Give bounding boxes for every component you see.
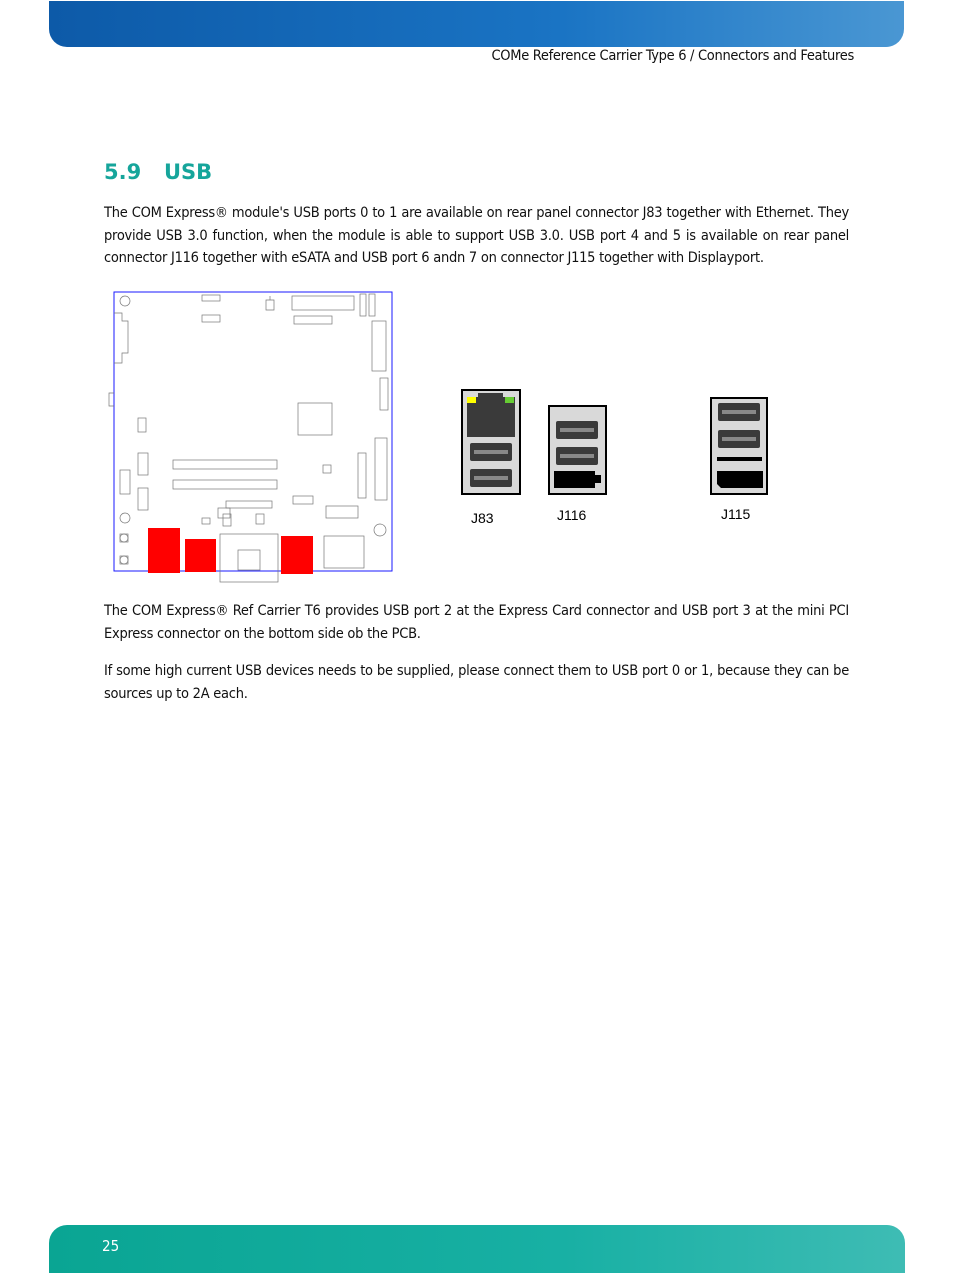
header-title: COMe Reference Carrier Type 6 / Connectors and Features bbox=[491, 48, 854, 64]
connector-j83 bbox=[462, 390, 520, 494]
paragraph-high-current: If some high current USB devices needs to be supplied, please connect them to USB port 0 or 1, because they can be sources up to 2A each. bbox=[104, 663, 849, 702]
connector-j116 bbox=[549, 406, 606, 494]
usb-highlight-j116 bbox=[185, 539, 216, 572]
connector-detail-figure bbox=[455, 385, 785, 535]
connector-label-j116: J116 bbox=[557, 507, 587, 523]
usb-highlight-j83 bbox=[148, 528, 180, 573]
section-number: 5.9 bbox=[104, 160, 142, 184]
connector-j115 bbox=[711, 398, 767, 494]
paragraph-express-card: The COM Express® Ref Carrier T6 provides USB port 2 at the Express Card connector and USB port 3 at the mini PCI Express connector on the bottom side ob the PCB. bbox=[104, 603, 849, 642]
paragraph-usb-ports: The COM Express® module's USB ports 0 to 1 are available on rear panel connector J83 together with Ethernet. They provide USB 3.0 function, when the module is able to support USB 3.0. USB port 4 and 5 is available on rear panel connector J116 together with eSATA and USB port 6 andn 7 on connector J115 together with Displayport. bbox=[104, 205, 849, 266]
section-heading bbox=[104, 160, 212, 184]
usb-highlight-j115 bbox=[281, 536, 313, 574]
board-layout-figure bbox=[108, 288, 398, 588]
page-number: 25 bbox=[102, 1237, 120, 1255]
footer-bar bbox=[49, 1225, 905, 1273]
section-title: USB bbox=[164, 160, 213, 184]
header-bar bbox=[49, 1, 904, 47]
connector-label-j115: J115 bbox=[721, 506, 751, 522]
connector-label-j83: J83 bbox=[471, 510, 494, 526]
